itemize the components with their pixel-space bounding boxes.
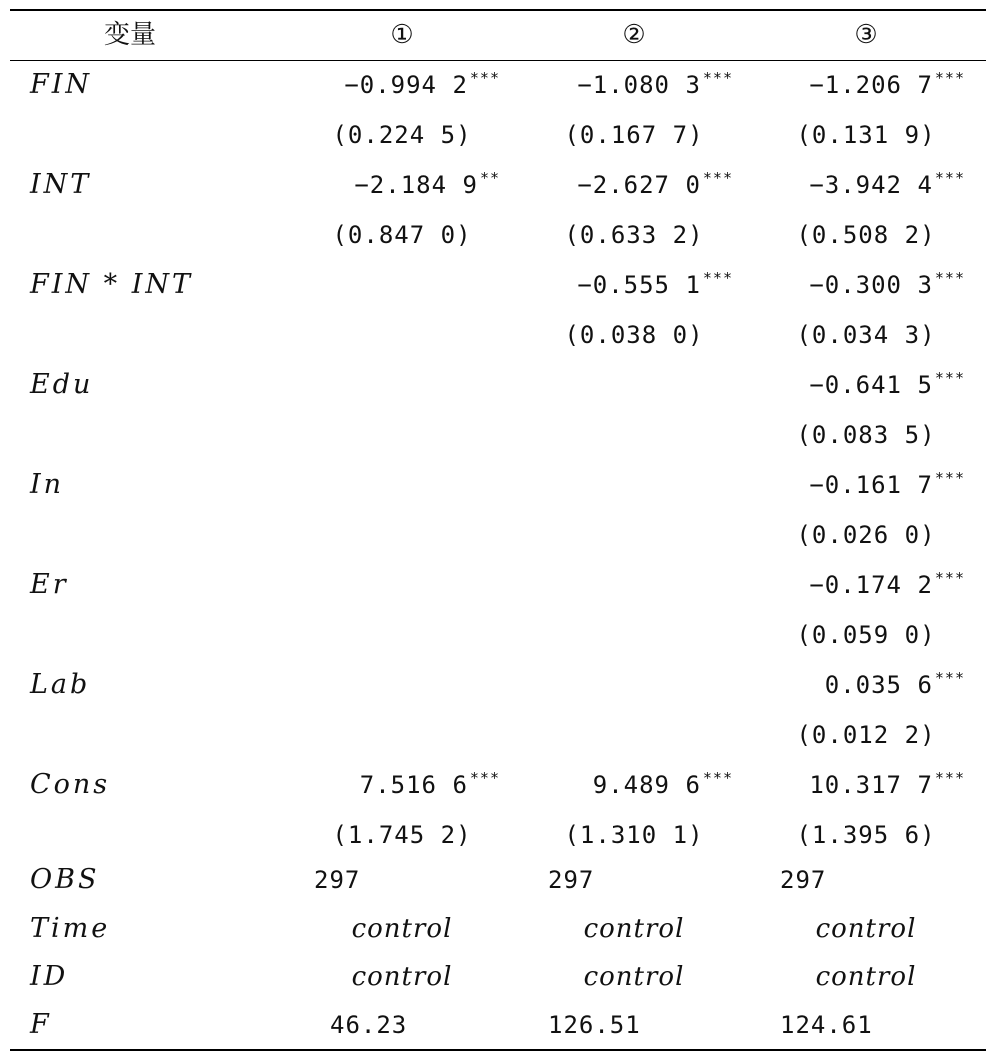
edu-se-col3: (0.083 5) (796, 421, 936, 449)
cons-coef-col1: 7.516 6 *** (359, 769, 500, 799)
f-col2: 126.51 (548, 1011, 641, 1039)
cons-coef-col3: 10.317 7 *** (809, 769, 965, 799)
header-col2: ② (622, 20, 646, 50)
cons-coef-col2: 9.489 6 *** (592, 769, 733, 799)
f-col3: 124.61 (780, 1011, 873, 1039)
fin-coef-col2: −1.080 3 *** (577, 69, 733, 99)
int-se-col1: (0.847 0) (332, 221, 472, 249)
time-col3: control (815, 914, 917, 944)
row-label-lab: Lab (30, 669, 91, 700)
obs-col1: 297 (314, 866, 361, 894)
fin-se-col2: (0.167 7) (564, 121, 704, 149)
f-col1: 46.23 (330, 1011, 408, 1039)
id-col2: control (583, 962, 685, 992)
row-label-fin-int: FIN * INT (30, 269, 193, 300)
er-se-col3: (0.059 0) (796, 621, 936, 649)
row-label-id: ID (30, 961, 69, 992)
row-label-int: INT (30, 169, 92, 200)
row-label-er: Er (30, 569, 69, 600)
in-coef-col3: −0.161 7 *** (809, 469, 965, 499)
id-col3: control (815, 962, 917, 992)
int-se-col2: (0.633 2) (564, 221, 704, 249)
cons-se-col3: (1.395 6) (796, 821, 936, 849)
cons-se-col2: (1.310 1) (564, 821, 704, 849)
row-label-in: In (30, 469, 65, 500)
obs-col3: 297 (780, 866, 827, 894)
fin-int-coef-col2: −0.555 1 *** (577, 269, 733, 299)
fin-int-se-col2: (0.038 0) (564, 321, 704, 349)
time-col2: control (583, 914, 685, 944)
header-col1: ① (390, 20, 414, 50)
row-label-cons: Cons (30, 769, 111, 800)
row-label-time: Time (30, 913, 111, 944)
header-variable: 变量 (103, 20, 156, 50)
cons-se-col1: (1.745 2) (332, 821, 472, 849)
row-label-f: F (30, 1009, 52, 1040)
lab-se-col3: (0.012 2) (796, 721, 936, 749)
lab-coef-col3: 0.035 6 *** (824, 669, 965, 699)
int-coef-col2: −2.627 0 *** (577, 169, 733, 199)
header-col3: ③ (854, 20, 878, 50)
fin-int-se-col3: (0.034 3) (796, 321, 936, 349)
int-coef-col3: −3.942 4 *** (809, 169, 965, 199)
edu-coef-col3: −0.641 5 *** (809, 369, 965, 399)
fin-coef-col1: −0.994 2 *** (344, 69, 500, 99)
time-col1: control (351, 914, 453, 944)
fin-se-col1: (0.224 5) (332, 121, 472, 149)
er-coef-col3: −0.174 2 *** (809, 569, 965, 599)
row-label-obs: OBS (30, 864, 100, 895)
fin-coef-col3: −1.206 7 *** (809, 69, 965, 99)
fin-se-col3: (0.131 9) (796, 121, 936, 149)
row-label-edu: Edu (30, 369, 94, 400)
id-col1: control (351, 962, 453, 992)
row-label-fin: FIN (30, 69, 93, 100)
int-se-col3: (0.508 2) (796, 221, 936, 249)
fin-int-coef-col3: −0.300 3 *** (809, 269, 965, 299)
obs-col2: 297 (548, 866, 595, 894)
in-se-col3: (0.026 0) (796, 521, 936, 549)
int-coef-col1: −2.184 9 ** (354, 169, 500, 199)
